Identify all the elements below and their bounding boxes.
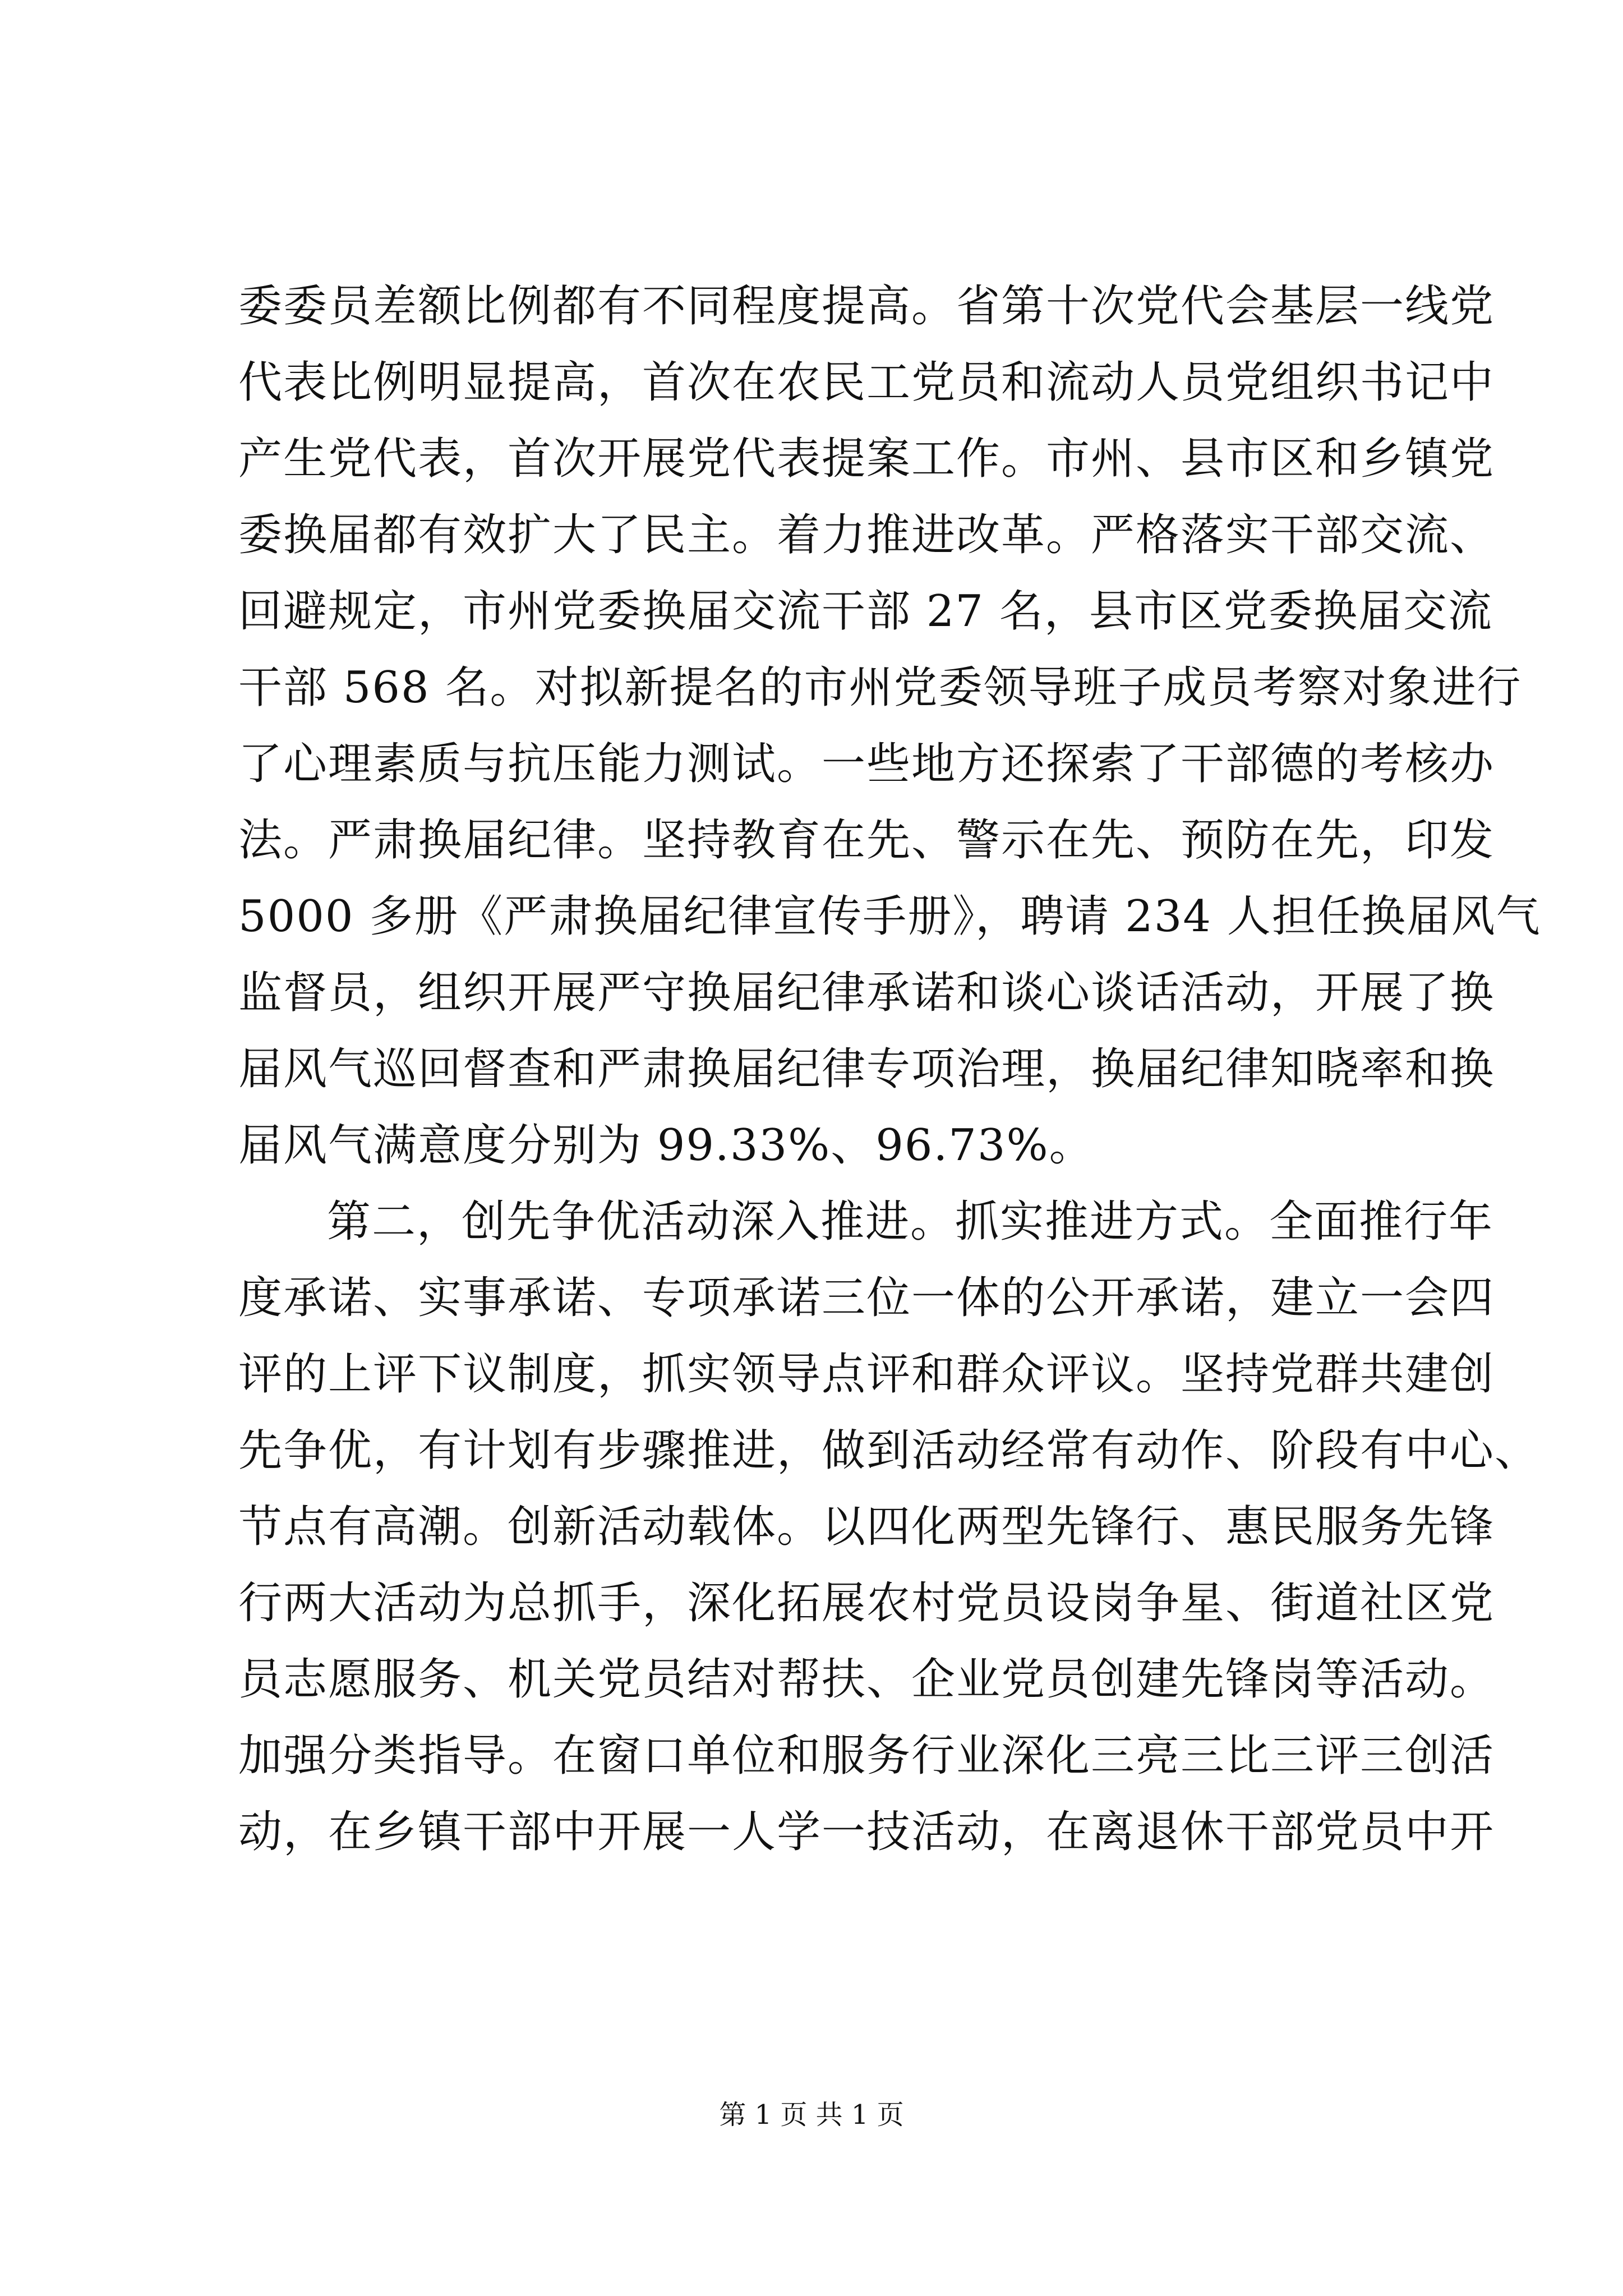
text-line: 届风气巡回督查和严肃换届纪律专项治理，换届纪律知晓率和换 [238, 1044, 1495, 1094]
document-body [238, 268, 1541, 1870]
text-line: 行两大活动为总抓手，深化拓展农村党员设岗争星、街道社区党 [238, 1578, 1495, 1628]
text-line: 代表比例明显提高，首次在农民工党员和流动人员党组织书记中 [238, 357, 1495, 408]
text-line: 了心理素质与抗压能力测试。一些地方还探索了干部德的考核办 [238, 739, 1495, 789]
text-line: 法。严肃换届纪律。坚持教育在先、警示在先、预防在先，印发 [238, 815, 1495, 866]
page-number-footer: 第 1 页 共 1 页 [719, 2099, 904, 2131]
text-line: 加强分类指导。在窗口单位和服务行业深化三亮三比三评三创活 [238, 1731, 1495, 1781]
paragraph-last-line: 届风气满意度分别为 99.33%、96.73%。 [238, 1120, 1094, 1171]
text-line: 动，在乡镇干部中开展一人学一技活动，在离退休干部党员中开 [238, 1807, 1495, 1857]
text-line: 干部 568 名。对拟新提名的市州党委领导班子成员考察对象进行 [238, 662, 1522, 713]
text-line: 产生党代表，首次开展党代表提案工作。市州、县市区和乡镇党 [238, 434, 1495, 484]
text-line: 度承诺、实事承诺、专项承诺三位一体的公开承诺，建立一会四 [238, 1273, 1495, 1323]
text-line: 5000 多册《严肃换届纪律宣传手册》，聘请 234 人担任换届风气 [238, 891, 1541, 942]
text-line: 监督员，组织开展严守换届纪律承诺和谈心谈话活动，开展了换 [238, 968, 1495, 1018]
paragraph-first-line: 第二，创先争优活动深入推进。抓实推进方式。全面推行年 [327, 1197, 1494, 1247]
text-line: 评的上评下议制度，抓实领导点评和群众评议。坚持党群共建创 [238, 1349, 1495, 1400]
text-line: 先争优，有计划有步骤推进，做到活动经常有动作、阶段有中心、 [238, 1425, 1540, 1476]
text-line: 委换届都有效扩大了民主。着力推进改革。严格落实干部交流、 [238, 510, 1495, 560]
text-line: 节点有高潮。创新活动载体。以四化两型先锋行、惠民服务先锋 [238, 1502, 1495, 1552]
text-line: 回避规定，市州党委换届交流干部 27 名，县市区党委换届交流 [238, 586, 1493, 637]
text-line: 委委员差额比例都有不同程度提高。省第十次党代会基层一线党 [238, 281, 1495, 332]
text-line: 员志愿服务、机关党员结对帮扶、企业党员创建先锋岗等活动。 [238, 1654, 1495, 1705]
